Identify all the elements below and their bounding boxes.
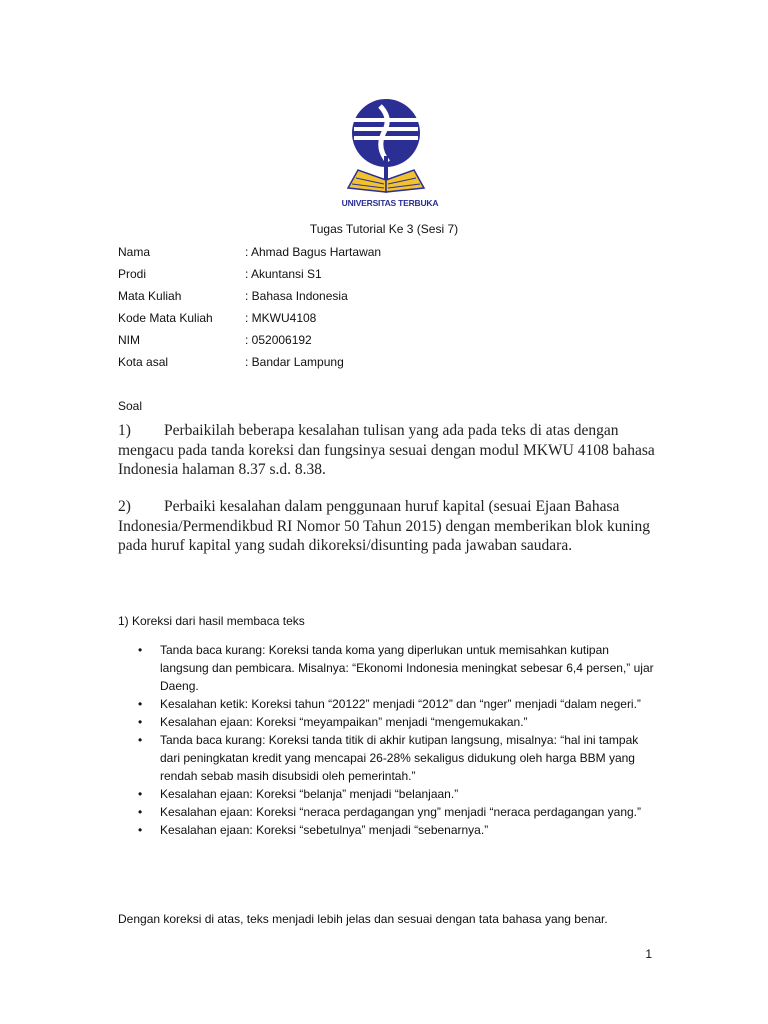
bullet-icon: •: [138, 697, 143, 711]
conclusion-text: Dengan koreksi di atas, teks menjadi lebih jelas dan sesuai dengan tata bahasa yang benar.: [118, 912, 608, 926]
info-row-nim: [118, 332, 381, 354]
list-item: [134, 641, 654, 695]
question-1: [118, 421, 658, 480]
bullet-icon: •: [138, 643, 143, 657]
soal-heading: Soal: [118, 399, 143, 413]
correction-list: [134, 641, 654, 839]
list-item-text: Kesalahan ejaan: Koreksi “sebetulnya” menjadi “sebenarnya.”: [160, 823, 489, 837]
bullet-icon: •: [138, 787, 143, 801]
info-value: : MKWU4108: [245, 311, 317, 325]
universitas-terbuka-logo: [340, 96, 440, 214]
list-item-text: Tanda baca kurang: Koreksi tanda koma yang diperlukan untuk memisahkan kutipan langsung dan pembicara. Misalnya: “Ekonomi Indonesia meningkat sebesar 6,4 persen,” ujar Daeng.: [160, 643, 654, 693]
info-label: Nama: [118, 245, 151, 259]
bullet-icon: •: [138, 733, 143, 747]
info-row-prodi: [118, 266, 381, 288]
page-number: 1: [645, 947, 652, 961]
info-value: : Ahmad Bagus Hartawan: [245, 245, 382, 259]
info-value: : Bahasa Indonesia: [245, 289, 348, 303]
info-value: : 052006192: [245, 333, 312, 347]
list-item-text: Tanda baca kurang: Koreksi tanda titik di akhir kutipan langsung, misalnya: “hal ini tampak dari peningkatan kredit yang mencapai 26-28% sekaligus didukung oleh harga BBM yang rendah sebab masih disubsidi oleh pemerintah.”: [160, 733, 639, 783]
info-label: NIM: [118, 333, 140, 347]
list-item-text: Kesalahan ejaan: Koreksi “meyampaikan” menjadi “mengemukakan.”: [160, 715, 528, 729]
list-item-text: Kesalahan ketik: Koreksi tahun “20122” menjadi “2012” dan “nger” menjadi “dalam negeri.”: [160, 697, 641, 711]
question-2: [118, 497, 658, 556]
answer-heading: 1) Koreksi dari hasil membaca teks: [118, 614, 305, 628]
bullet-icon: •: [138, 805, 143, 819]
bullet-icon: •: [138, 715, 143, 729]
info-label: Kode Mata Kuliah: [118, 311, 213, 325]
info-row-kode: [118, 310, 381, 332]
info-row-nama: [118, 244, 381, 266]
list-item: [134, 731, 654, 785]
university-emblem-icon: [340, 96, 440, 196]
question-text: Perbaikilah beberapa kesalahan tulisan yang ada pada teks di atas dengan mengacu pada tanda koreksi dan fungsinya sesuai dengan modul MKWU 4108 bahasa Indonesia halaman 8.37 s.d. 8.38.: [118, 422, 655, 478]
info-label: Prodi: [118, 267, 147, 281]
info-label: Mata Kuliah: [118, 289, 182, 303]
list-item: [134, 803, 654, 821]
logo-text: UNIVERSITAS TERBUKA: [341, 198, 439, 208]
list-item-text: Kesalahan ejaan: Koreksi “neraca perdagangan yng” menjadi “neraca perdagangan yang.”: [160, 805, 641, 819]
document-title: Tugas Tutorial Ke 3 (Sesi 7): [309, 222, 459, 236]
list-item: [134, 821, 654, 839]
list-item: [134, 785, 654, 803]
list-item: [134, 713, 654, 731]
list-item: [134, 695, 654, 713]
list-item-text: Kesalahan ejaan: Koreksi “belanja” menjadi “belanjaan.”: [160, 787, 459, 801]
info-value: : Bandar Lampung: [245, 355, 344, 369]
question-text: Perbaiki kesalahan dalam penggunaan huruf kapital (sesuai Ejaan Bahasa Indonesia/Permendikbud RI Nomor 50 Tahun 2015) dengan memberikan blok kuning pada huruf kapital yang sudah dikoreksi/disunting pada jawaban saudara.: [118, 498, 650, 554]
bullet-icon: •: [138, 823, 143, 837]
info-label: Kota asal: [118, 355, 169, 369]
question-number: 1): [118, 422, 131, 439]
info-row-mata-kuliah: [118, 288, 381, 310]
student-info: [118, 244, 381, 376]
question-number: 2): [118, 498, 131, 515]
info-row-kota: [118, 354, 381, 376]
info-value: : Akuntansi S1: [245, 267, 322, 281]
